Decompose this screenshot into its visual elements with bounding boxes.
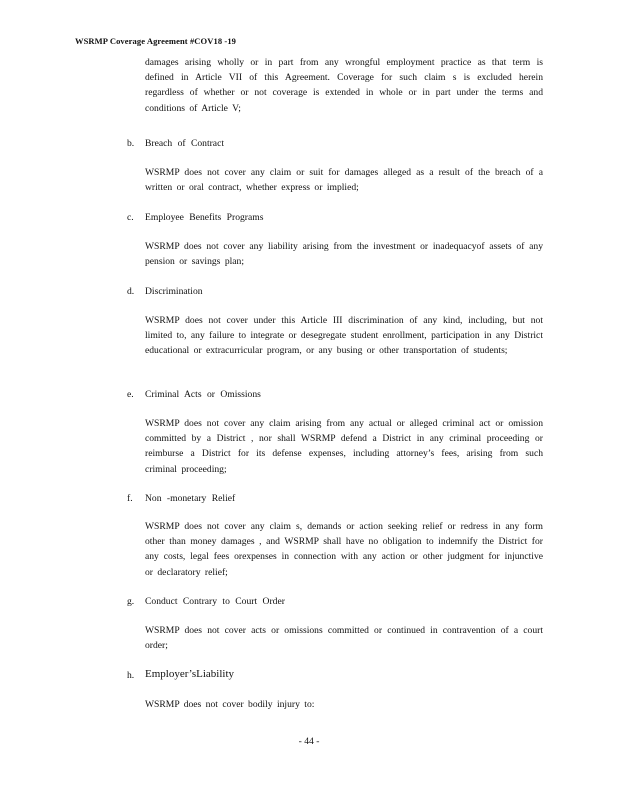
intro-paragraph: damages arising wholly or in part from any wrongful employment practice as that term is defined in Article VII of this Agreement. Coverage for such claim s is excluded herein regardless of whether or not coverage is extended in whole or in part under the terms and conditions of Article V;: [145, 57, 543, 114]
item-c-text: WSRMP does not cover any liability arising from the investment or inadequacyof assets of any pension or savings plan;: [145, 241, 543, 268]
item-d-text: WSRMP does not cover under this Article III discrimination of any kind, including, but not limited to, any failure to integrate or desegregate student enrollment, participation in any District educational or extracurricular program, or any busing or other transportation of students;: [145, 315, 543, 357]
item-d-heading: Discrimination: [145, 286, 203, 297]
item-c-letter: c.: [127, 212, 134, 223]
item-b-text: WSRMP does not cover any claim or suit for damages alleged as a result of the breach of a written or oral contract, whether express or implied;: [145, 167, 543, 194]
item-f-heading: Non -monetary Relief: [145, 493, 236, 504]
item-b-letter: b.: [127, 138, 135, 149]
item-g-heading: Conduct Contrary to Court Order: [145, 596, 285, 607]
item-h-letter: h.: [127, 670, 135, 681]
item-f-text: WSRMP does not cover any claim s, demands or action seeking relief or redress in any form other than money damages , and WSRMP shall have no obligation to indemnify the District for any costs, legal fees orexpenses in connection with any action or other judgment for injunctive or declaratory relief;: [145, 521, 543, 578]
item-g-letter: g.: [127, 596, 135, 607]
item-e-heading: Criminal Acts or Omissions: [145, 389, 261, 400]
item-b-heading: Breach of Contract: [145, 138, 224, 149]
item-h-text: WSRMP does not cover bodily injury to:: [145, 699, 315, 710]
item-e-letter: e.: [127, 389, 134, 400]
document-header: WSRMP Coverage Agreement #COV18 -19: [75, 36, 237, 46]
page-number: - 44 -: [298, 736, 320, 747]
item-d-letter: d.: [127, 286, 135, 297]
item-g-text: WSRMP does not cover acts or omissions committed or continued in contravention of a court order;: [145, 625, 543, 652]
item-f-letter: f.: [127, 493, 133, 504]
item-h-heading: Employer’sLiability: [145, 668, 235, 680]
item-e-text: WSRMP does not cover any claim arising from any actual or alleged criminal act or omission committed by a District , nor shall WSRMP defend a District in any criminal proceeding or reimburse a District for its defense expenses, including attorney’s fees, arising from such criminal proceeding;: [145, 418, 543, 475]
item-c-heading: Employee Benefits Programs: [145, 212, 264, 223]
